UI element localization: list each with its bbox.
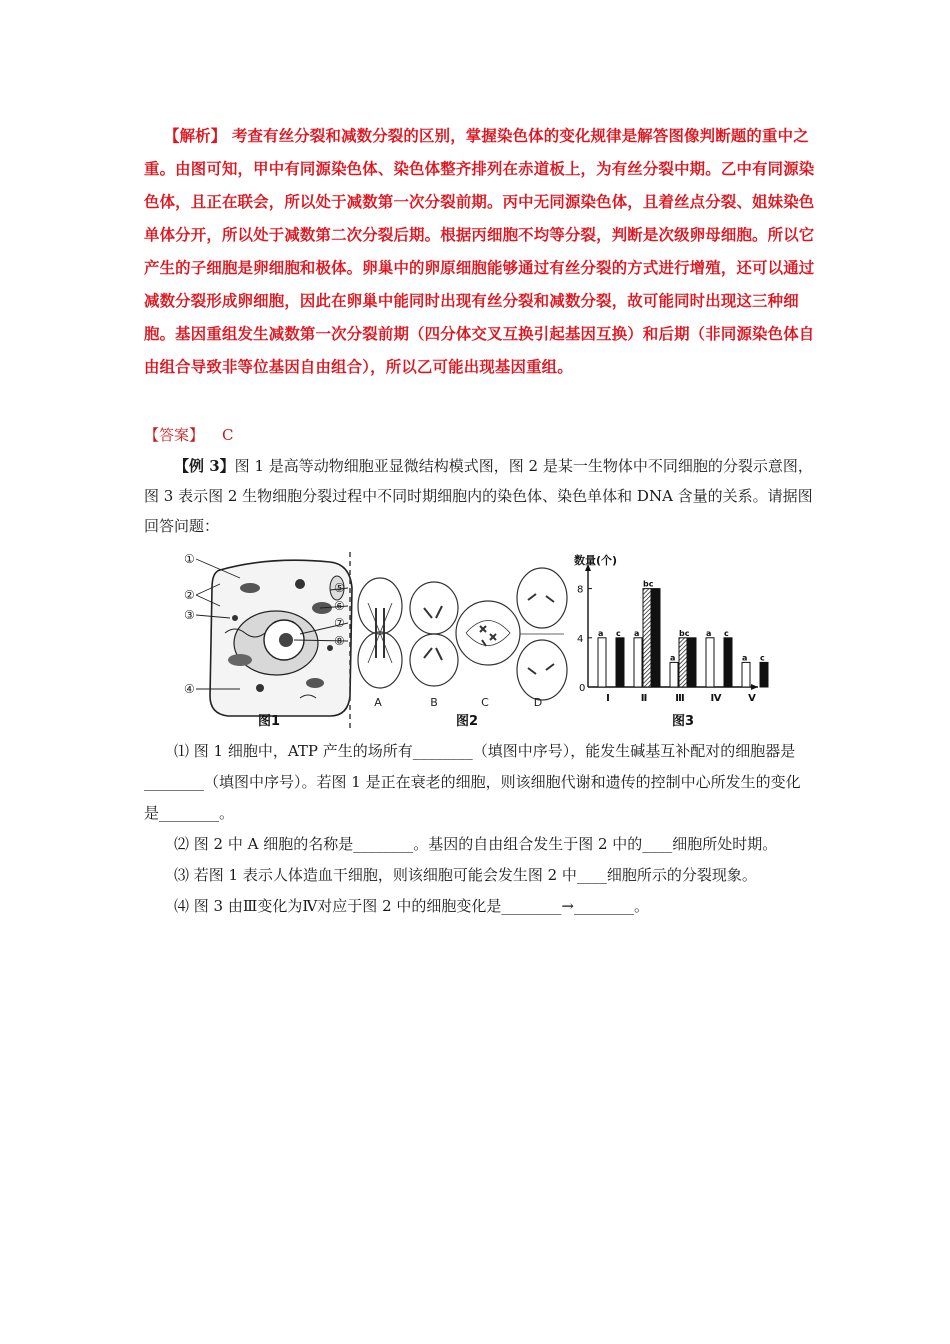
question-2: ⑵ 图 2 中 A 细胞的名称是________。基因的自由组合发生于图 2 中的____细胞所处时期。 xyxy=(174,835,778,853)
analysis-text: 考查有丝分裂和减数分裂的区别，掌握染色体的变化规律是解答图像判断题的重中之重。由图可知，甲中有同源染色体、染色体整齐排列在赤道板上，为有丝分裂中期。乙中有同源染色体，且正在联会，所以处于减数第一次分裂前期。丙中无同源染色体，且着丝点分裂、姐妹染色单体分开，所以处于减数第二次分裂后期。根据丙细胞不均等分裂，判断是次级卵母细胞。所以它产生的子细胞是卵细胞和极体。卵巢中的卵原细胞能够通过有丝分裂的方式进行增殖，还可以通过减数分裂形成卵细胞，因此在卵巢中能同时出现有丝分裂和减数分裂，故可能同时出现这三种细胞。基因重组发生减数第一次分裂前期（四分体交叉互换引起基因互换）和后期（非同源染色体自由组合导致非等位基因自由组合），所以乙可能出现基因重组。 xyxy=(144,127,815,376)
fig3-bar-label: a xyxy=(742,653,748,663)
figure-group xyxy=(180,548,770,730)
fig2-cell-c xyxy=(456,601,520,665)
fig3-category-label: Ⅴ xyxy=(748,693,756,704)
analysis-paragraph xyxy=(144,120,824,384)
fig3-bar-a xyxy=(706,638,714,687)
fig3-bar-c xyxy=(652,589,660,687)
figure-2-cells xyxy=(358,568,567,700)
answer-value: C xyxy=(222,426,234,444)
fig3-ytick-label: 4 xyxy=(577,633,584,645)
fig3-bar-label: a xyxy=(598,628,604,638)
fig3-bar-c xyxy=(688,638,696,687)
figure-1-cell xyxy=(210,560,352,716)
fig1-label-8: ⑧ xyxy=(334,634,345,648)
fig1-label-2: ② xyxy=(184,588,195,602)
fig2-cell-d xyxy=(517,568,567,700)
fig1-label-4: ④ xyxy=(184,682,195,696)
fig2-caption: 图2 xyxy=(456,714,479,729)
fig3-category-label: Ⅳ xyxy=(710,693,722,704)
fig3-bar-a xyxy=(670,662,678,687)
fig3-x-axis-arrow xyxy=(751,684,758,690)
question-1: ⑴ 图 1 细胞中，ATP 产生的场所有________（填图中序号），能发生碱基互补配对的细胞器是________（填图中序号）。若图 1 是正在衰老的细胞，则该细胞代谢和遗传的控制中心所发生的变化是________。 xyxy=(144,742,801,822)
fig3-bar-label: c xyxy=(760,653,765,663)
fig3-bar-b xyxy=(679,638,687,687)
fig3-ylabel: 数量(个) xyxy=(574,554,618,567)
analysis-label: 【解析】 xyxy=(164,127,227,145)
example-text: 图 1 是高等动物细胞亚显微结构模式图，图 2 是某一生物体中不同细胞的分裂示意图，图 3 表示图 2 生物细胞分裂过程中不同时期细胞内的染色体、染色单体和 DNA 含量的关系。请据图回答问题： xyxy=(144,457,813,535)
fig2-label-a: A xyxy=(374,696,382,709)
answer-label: 【答案】 xyxy=(144,426,205,444)
fig3-bar-label: c xyxy=(724,628,729,638)
fig1-label-1: ① xyxy=(184,552,195,566)
fig3-bar-label: c xyxy=(616,628,621,638)
fig1-label-7: ⑦ xyxy=(334,616,345,630)
fig1-caption: 图1 xyxy=(258,714,281,729)
question-3: ⑶ 若图 1 表示人体造血干细胞，则该细胞可能会发生图 2 中____细胞所示的分裂现象。 xyxy=(174,866,757,884)
example-3 xyxy=(144,451,814,541)
fig2-label-c: C xyxy=(481,696,489,709)
question-list xyxy=(144,736,814,922)
fig3-bar-a xyxy=(634,638,642,687)
example-label: 【例 3】 xyxy=(174,457,235,475)
fig3-bar-a xyxy=(598,638,606,687)
figure-1-left-labels xyxy=(184,552,195,696)
fig2-label-d: D xyxy=(533,696,543,709)
figure-2-labels xyxy=(374,696,542,709)
fig3-ytick-label: 8 xyxy=(577,584,584,596)
fig1-label-5: ⑤ xyxy=(334,581,345,595)
fig1-label-6: ⑥ xyxy=(334,599,345,613)
fig3-category-label: Ⅰ xyxy=(606,693,610,704)
fig3-bar-label: a xyxy=(706,628,712,638)
example-intro xyxy=(144,451,814,541)
fig3-category-label: Ⅲ xyxy=(675,693,685,704)
fig2-label-b: B xyxy=(430,696,438,709)
fig2-cell-b xyxy=(410,582,458,686)
fig3-bar-label: bc xyxy=(643,579,654,589)
answer-line xyxy=(144,420,234,450)
fig3-origin: 0 xyxy=(579,683,586,694)
question-4: ⑷ 图 3 由Ⅲ变化为Ⅳ对应于图 2 中的细胞变化是________→________。 xyxy=(174,897,649,915)
fig3-caption: 图3 xyxy=(672,714,695,729)
figure-3-chart xyxy=(577,564,768,704)
fig3-bar-label: bc xyxy=(679,628,690,638)
fig3-bar-b xyxy=(643,589,651,687)
fig3-bar-c xyxy=(724,638,732,687)
fig3-bar-label: a xyxy=(670,653,676,663)
fig3-bar-c xyxy=(760,662,768,687)
fig3-bar-a xyxy=(742,662,750,687)
fig2-cell-a xyxy=(358,578,402,688)
fig3-category-label: Ⅱ xyxy=(640,693,648,704)
fig3-bar-c xyxy=(616,638,624,687)
fig3-bar-label: a xyxy=(634,628,640,638)
fig1-label-3: ③ xyxy=(184,608,195,622)
